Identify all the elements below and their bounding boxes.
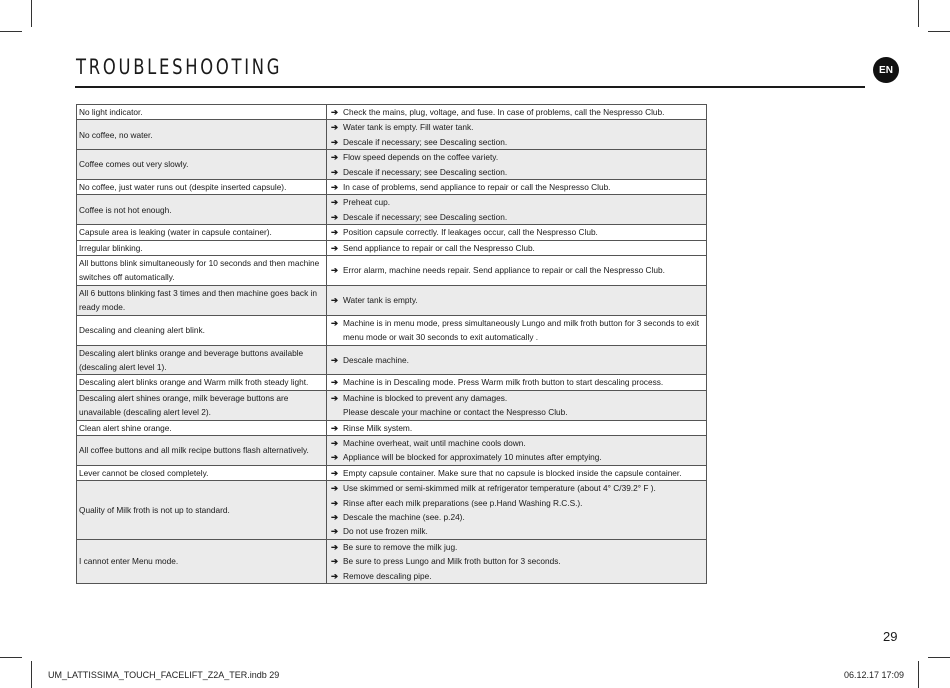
arrow-icon: ➔ [331,354,338,365]
solution-line [331,165,704,179]
solution-line [331,510,704,524]
solution-cell [327,195,707,225]
page-number: 29 [883,629,898,644]
arrow-icon: ➔ [331,136,338,147]
solution-line [331,210,704,224]
arrow-icon: ➔ [331,497,338,508]
arrow-icon: ➔ [331,152,338,163]
table-row [77,105,707,120]
table-row [77,435,707,465]
table-row [77,180,707,195]
solution-line [331,150,704,164]
solution-text: Descale if necessary; see Descaling section. [343,136,508,147]
table-row [77,465,707,480]
solution-line [331,180,704,194]
problem-cell: I cannot enter Menu mode. [77,539,327,583]
arrow-icon: ➔ [331,392,338,403]
arrow-icon: ➔ [331,211,338,222]
solution-cell [327,539,707,583]
problem-cell: Clean alert shine orange. [77,420,327,435]
solution-cell [327,120,707,150]
solution-line [331,421,704,435]
arrow-icon: ➔ [331,556,338,567]
crop-mark-bottom-left [31,661,32,688]
solution-line [331,450,704,464]
arrow-icon: ➔ [331,295,338,306]
solution-text: Position capsule correctly. If leakages occur, call the Nespresso Club. [343,227,598,238]
footer-timestamp: 06.12.17 17:09 [843,670,904,680]
solution-line [331,569,704,583]
arrow-icon: ➔ [331,570,338,581]
table-row [77,225,707,240]
solution-line [331,496,704,510]
troubleshooting-table-body [77,105,707,584]
solution-line [331,391,704,405]
solution-text: menu mode or wait 30 seconds to exit automatically . [343,332,539,343]
solution-line [331,481,704,495]
problem-cell: All 6 buttons blinking fast 3 times and then machine goes back in ready mode. [77,285,327,315]
solution-line [331,135,704,149]
solution-text: Be sure to press Lungo and Milk froth button for 3 seconds. [343,556,561,567]
arrow-icon: ➔ [331,377,338,388]
crop-mark-top-left-h [0,31,22,32]
language-badge: EN [873,57,899,83]
solution-text: In case of problems, send appliance to repair or call the Nespresso Club. [343,182,611,193]
solution-line [331,330,704,344]
problem-cell: Lever cannot be closed completely. [77,465,327,480]
arrow-icon: ➔ [331,526,338,537]
solution-line [331,524,704,538]
arrow-icon: ➔ [331,483,338,494]
problem-cell: Quality of Milk froth is not up to standard. [77,481,327,540]
solution-line [331,466,704,480]
page-title: TROUBLESHOOTING [76,55,283,79]
arrow-icon: ➔ [331,166,338,177]
solution-text: Remove descaling pipe. [343,570,432,581]
problem-cell: Descaling alert blinks orange and Warm milk froth steady light. [77,375,327,390]
arrow-icon: ➔ [331,107,338,117]
solution-text: Please descale your machine or contact the Nespresso Club. [343,407,568,418]
table-row [77,285,707,315]
solution-cell [327,180,707,195]
solution-cell [327,225,707,240]
solution-cell [327,375,707,390]
solution-text: Send appliance to repair or call the Nespresso Club. [343,242,535,253]
table-row [77,120,707,150]
solution-cell [327,420,707,435]
solution-text: Use skimmed or semi-skimmed milk at refrigerator temperature (about 4° C/39.2° F ). [343,483,656,494]
solution-text: Water tank is empty. [343,295,418,306]
solution-text: Machine is blocked to prevent any damages. [343,392,508,403]
solution-text: Water tank is empty. Fill water tank. [343,122,474,133]
solution-line [331,540,704,554]
problem-cell: Descaling alert shines orange, milk beverage buttons are unavailable (descaling alert level 2). [77,390,327,420]
arrow-icon: ➔ [331,437,338,448]
solution-cell [327,105,707,120]
arrow-icon: ➔ [331,182,338,193]
footer-file-name: UM_LATTISSIMA_TOUCH_FACELIFT_Z2A_TER.indb 29 [48,670,280,680]
solution-line [331,195,704,209]
solution-text: Machine overheat, wait until machine cools down. [343,437,526,448]
problem-cell: All coffee buttons and all milk recipe buttons flash alternatively. [77,435,327,465]
table-row [77,315,707,345]
solution-cell [327,481,707,540]
table-row [77,481,707,540]
solution-text: Check the mains, plug, voltage, and fuse. In case of problems, call the Nespresso Club. [343,107,665,117]
solution-cell [327,285,707,315]
crop-mark-bottom-right [918,661,919,688]
solution-line [331,353,704,367]
solution-line [331,436,704,450]
solution-text: Descale if necessary; see Descaling section. [343,166,508,177]
arrow-icon: ➔ [331,422,338,433]
solution-line [331,293,704,307]
troubleshooting-table [76,104,707,584]
solution-line [331,263,704,277]
problem-cell: Irregular blinking. [77,240,327,255]
crop-mark-top-right [918,0,919,27]
problem-cell: No coffee, just water runs out (despite inserted capsule). [77,180,327,195]
solution-line [331,554,704,568]
solution-text: Flow speed depends on the coffee variety. [343,152,499,163]
problem-cell: Descaling alert blinks orange and beverage buttons available (descaling alert level 1). [77,345,327,375]
solution-line [331,225,704,239]
problem-cell: Descaling and cleaning alert blink. [77,315,327,345]
problem-cell: No coffee, no water. [77,120,327,150]
solution-text: Machine is in menu mode, press simultaneously Lungo and milk froth button for 3 seconds to exit [343,317,700,328]
solution-text: Rinse after each milk preparations (see p.Hand Washing R.C.S.). [343,497,583,508]
table-row [77,390,707,420]
solution-cell [327,390,707,420]
solution-line [331,105,704,119]
table-row [77,240,707,255]
crop-mark-bottom-left-h [0,657,22,658]
solution-cell [327,465,707,480]
solution-line [331,405,704,419]
table-row [77,539,707,583]
solution-cell [327,150,707,180]
solution-text: Be sure to remove the milk jug. [343,541,458,552]
table-row [77,345,707,375]
problem-cell: No light indicator. [77,105,327,120]
solution-cell [327,345,707,375]
problem-cell: Coffee is not hot enough. [77,195,327,225]
solution-text: Descale the machine (see. p.24). [343,511,465,522]
solution-text: Machine is in Descaling mode. Press Warm milk froth button to start descaling process. [343,377,664,388]
table-row [77,375,707,390]
crop-mark-bottom-right-h [928,657,950,658]
arrow-icon: ➔ [331,541,338,552]
solution-cell [327,240,707,255]
arrow-icon: ➔ [331,467,338,478]
arrow-icon: ➔ [331,197,338,208]
arrow-icon: ➔ [331,242,338,253]
arrow-icon: ➔ [331,227,338,238]
solution-text: Preheat cup. [343,197,391,208]
solution-line [331,120,704,134]
solution-text: Descale machine. [343,354,409,365]
problem-cell: Coffee comes out very slowly. [77,150,327,180]
crop-mark-top-right-h [928,31,950,32]
solution-cell [327,315,707,345]
crop-mark-top-left [31,0,32,27]
solution-cell [327,256,707,286]
problem-cell: Capsule area is leaking (water in capsule container). [77,225,327,240]
solution-text: Do not use frozen milk. [343,526,428,537]
table-row [77,150,707,180]
title-rule [75,86,865,88]
arrow-icon: ➔ [331,511,338,522]
arrow-icon: ➔ [331,265,338,276]
arrow-icon: ➔ [331,452,338,463]
solution-text: Rinse Milk system. [343,422,413,433]
solution-text: Error alarm, machine needs repair. Send appliance to repair or call the Nespresso Club. [343,265,665,276]
problem-cell: All buttons blink simultaneously for 10 seconds and then machine switches off automatically. [77,256,327,286]
solution-line [331,316,704,330]
table-row [77,195,707,225]
solution-cell [327,435,707,465]
arrow-icon: ➔ [331,122,338,133]
solution-text: Empty capsule container. Make sure that no capsule is blocked inside the capsule container. [343,467,682,478]
solution-line [331,241,704,255]
solution-text: Descale if necessary; see Descaling section. [343,211,508,222]
arrow-icon: ➔ [331,317,338,328]
table-row [77,420,707,435]
solution-line [331,375,704,389]
table-row [77,256,707,286]
solution-text: Appliance will be blocked for approximately 10 minutes after emptying. [343,452,602,463]
